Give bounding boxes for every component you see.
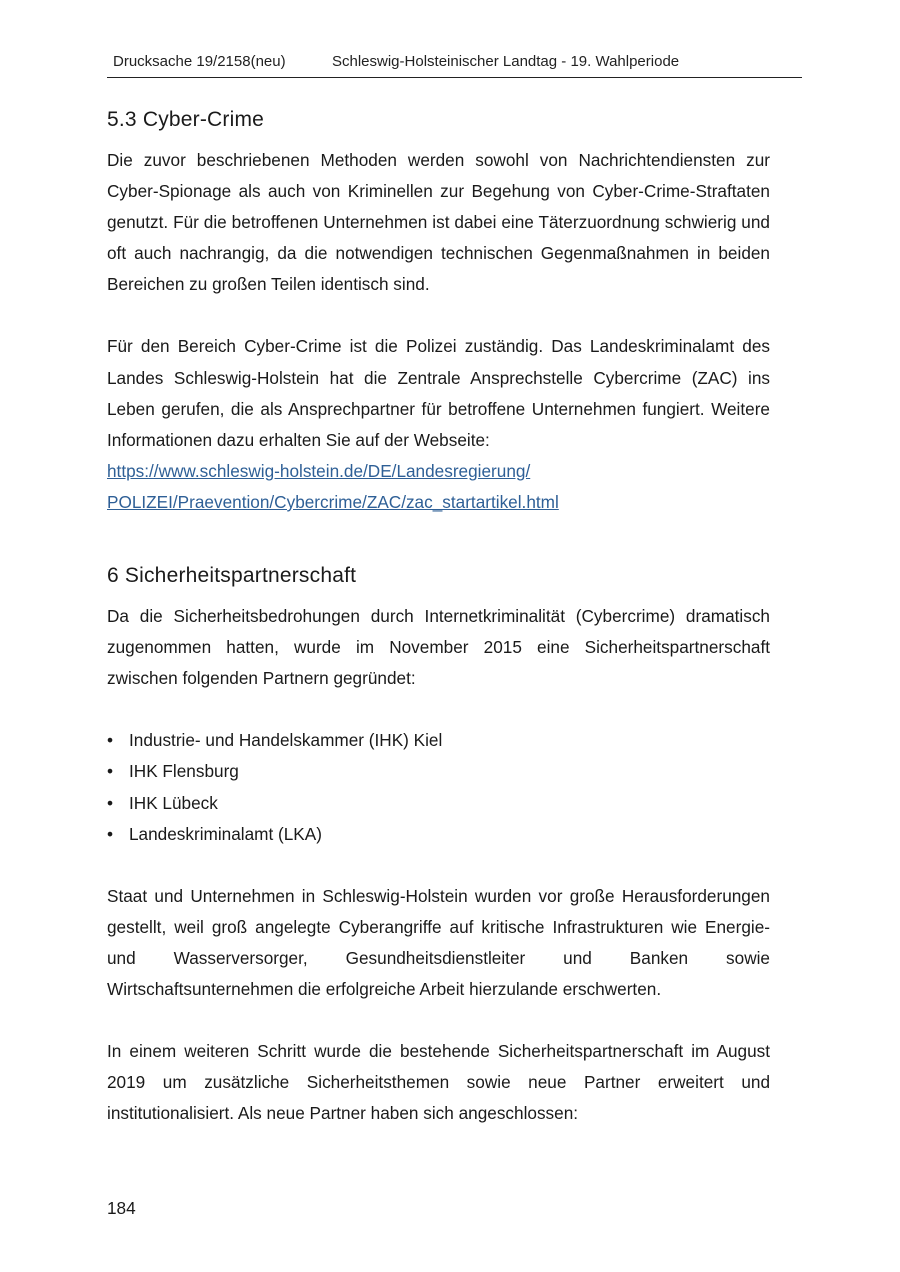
zac-link-line-2[interactable]: POLIZEI/Praevention/Cybercrime/ZAC/zac_startartikel.html — [107, 491, 559, 512]
list-item: • Industrie- und Handelskammer (IHK) Kiel — [107, 725, 770, 756]
bullet-icon: • — [107, 761, 114, 782]
page-header — [107, 52, 802, 78]
zac-link-line-1[interactable]: https://www.schleswig-holstein.de/DE/Landesregierung/ — [107, 460, 531, 481]
bullet-icon: • — [107, 823, 114, 844]
page-number: 184 — [107, 1198, 136, 1218]
partnership-paragraph-2: Staat und Unternehmen in Schleswig-Holstein wurden vor große Herausforderungen gestellt, weil groß angelegte Cyberangriffe auf kritische Infrastrukturen wie Energie- und Wasserversorger, Gesundheitsdienstleiter und Banken sowie Wirtschaftsunternehmen die erfolgreiche Arbeit hierzulande erschwerten. — [107, 885, 770, 999]
list-item: • IHK Flensburg — [107, 756, 770, 787]
header-parliament-title: Schleswig-Holsteinischer Landtag - 19. Wahlperiode — [332, 53, 680, 70]
list-item: • IHK Lübeck — [107, 788, 770, 819]
bullet-icon: • — [107, 730, 114, 751]
page-content — [107, 104, 770, 1129]
bullet-icon: • — [107, 792, 114, 813]
partner-list — [107, 725, 770, 849]
zac-website-link[interactable] — [107, 456, 770, 518]
partnership-paragraph-1: Da die Sicherheitsbedrohungen durch Internetkriminalität (Cybercrime) dramatisch zugenommen hatten, wurde im November 2015 eine Sicherheitspartnerschaft zwischen folgenden Partnern gegründet: — [107, 606, 770, 689]
section-heading-sicherheitspartnerschaft: 6 Sicherheitspartnerschaft — [107, 564, 357, 588]
header-document-number: Drucksache 19/2158(neu) — [113, 53, 286, 70]
cyber-crime-paragraph-2: Für den Bereich Cyber-Crime ist die Polizei zuständig. Das Landeskriminalamt des Landes Schleswig-Holstein hat die Zentrale Ansprechstelle Cybercrime (ZAC) ins Leben gerufen, die als Ansprechpartner für betroffene Unternehmen fungiert. Weitere Informationen dazu erhalten Sie auf der Webseite: — [107, 336, 770, 450]
partnership-paragraph-3: In einem weiteren Schritt wurde die bestehende Sicherheitspartnerschaft im August 2019 um zusätzliche Sicherheitsthemen sowie neue Partner erweitert und institutionalisiert. Als neue Partner haben sich angeschlossen: — [107, 1041, 770, 1124]
list-item: • Landeskriminalamt (LKA) — [107, 819, 770, 850]
section-heading-cyber-crime: 5.3 Cyber-Crime — [107, 108, 265, 131]
cyber-crime-paragraph-1: Die zuvor beschriebenen Methoden werden sowohl von Nachrichtendiensten zur Cyber-Spionage als auch von Kriminellen zur Begehung von Cyber-Crime-Straftaten genutzt. Für die betroffenen Unternehmen ist dabei eine Täterzuordnung schwierig und oft auch nachrangig, da die notwendigen technischen Gegenmaßnahmen in beiden Bereichen zu großen Teilen identisch sind. — [107, 150, 770, 295]
